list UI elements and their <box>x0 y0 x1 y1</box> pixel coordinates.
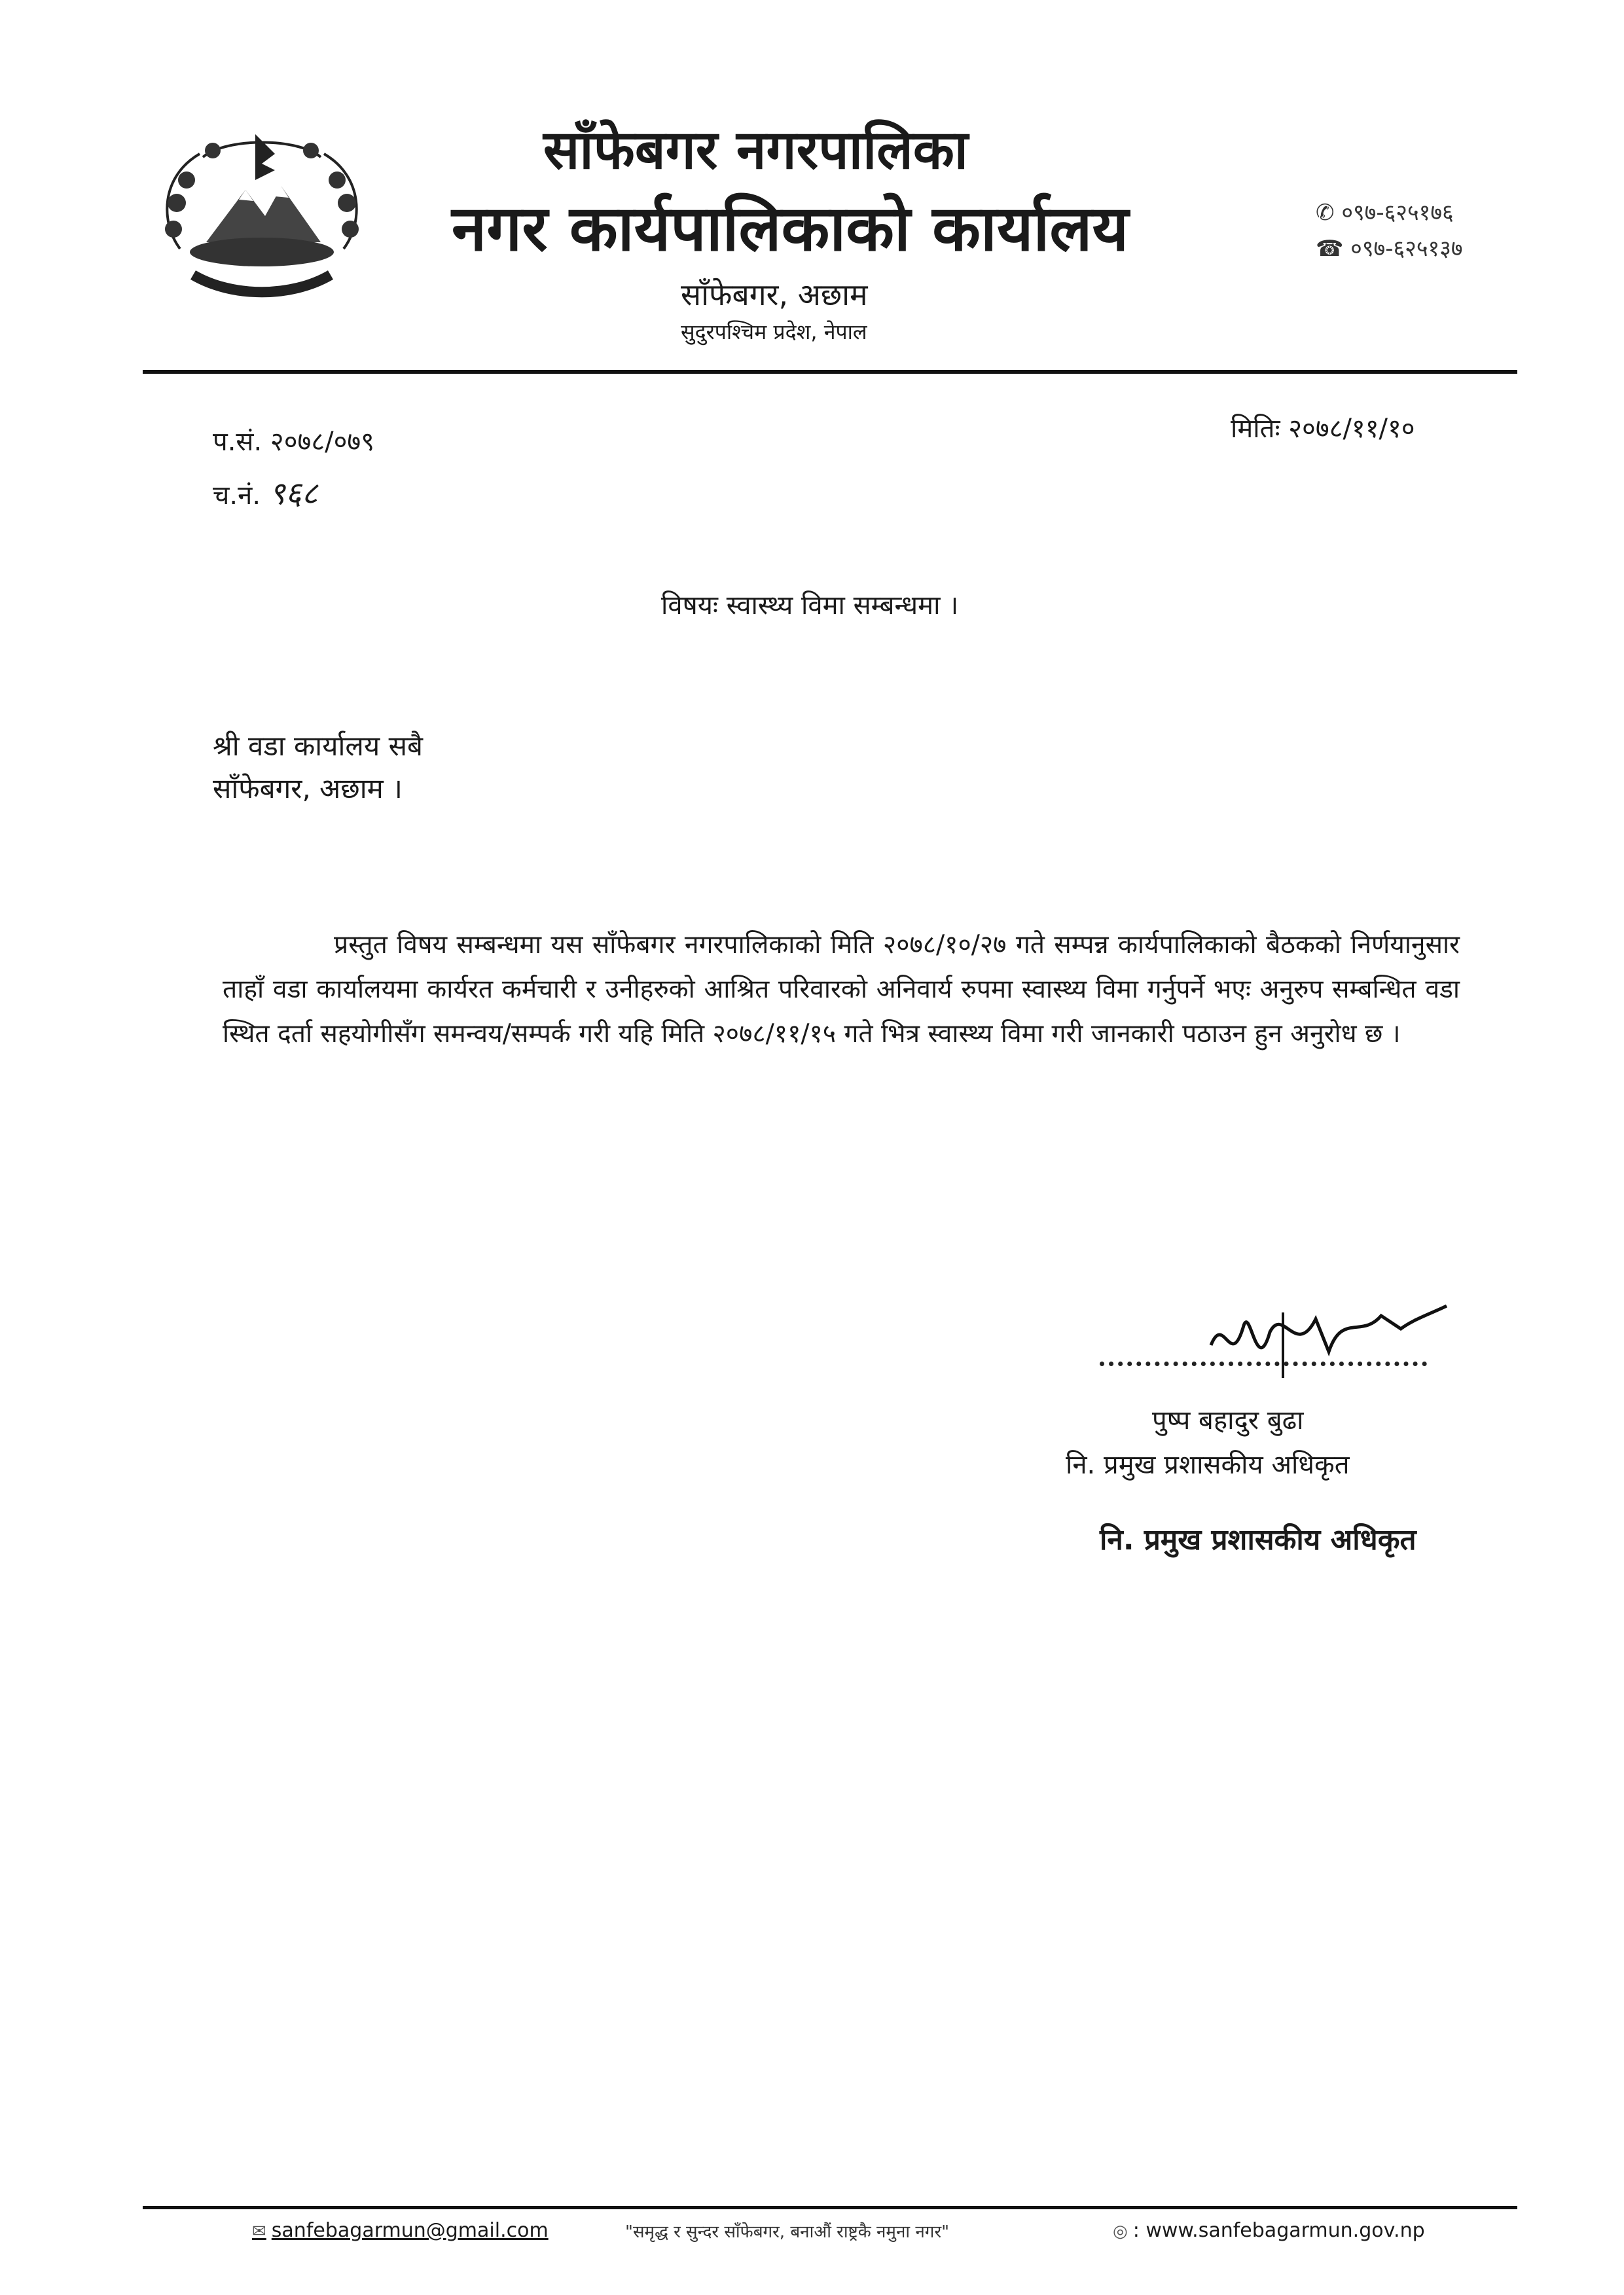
dispatch-number: च.नं. ९६८ <box>213 475 318 512</box>
footer-divider <box>143 2206 1517 2209</box>
letter-subject: विषयः स्वास्थ्य विमा सम्बन्धमा । <box>661 590 959 621</box>
footer-email: ✉ sanfebagarmun@gmail.com <box>252 2219 549 2242</box>
reference-number: प.सं. २०७८/०७९ <box>213 427 374 457</box>
header-divider <box>143 370 1517 374</box>
office-location: साँफेबगर, अछाम <box>681 277 868 312</box>
fax-icon: ☎ <box>1316 236 1344 262</box>
letter-date: मितिः २०७८/११/१० <box>1231 414 1415 444</box>
phone-icon: ✆ <box>1316 200 1335 226</box>
signatory-name: पुष्प बहादुर बुढा <box>1152 1405 1304 1436</box>
municipality-name: साँफेबगर नगरपालिका <box>543 119 969 181</box>
office-province: सुदुरपश्चिम प्रदेश, नेपाल <box>681 319 867 344</box>
globe-icon: ◎ <box>1113 2222 1128 2241</box>
designation-stamp: नि. प्रमुख प्रशासकीय अधिकृत <box>1100 1523 1416 1557</box>
signatory-title: नि. प्रमुख प्रशासकीय अधिकृत <box>1066 1450 1350 1480</box>
phone-number-2: ☎ ०९७-६२५१३७ <box>1316 236 1463 262</box>
phone-number-1: ✆ ०९७-६२५१७६ <box>1316 200 1454 226</box>
signature-line <box>1100 1362 1427 1366</box>
footer-website: ◎ : www.sanfebagarmun.gov.np <box>1113 2219 1425 2242</box>
handwritten-signature <box>1204 1299 1453 1391</box>
letter-body: प्रस्तुत विषय सम्बन्धमा यस साँफेबगर नगरपालिकाको मिति २०७८/१०/२७ गते सम्पन्न कार्यपालिकाको बैठकको निर्णयानुसार ताहाँ वडा कार्यालयमा कार्यरत कर्मचारी र उनीहरुको आश्रित परिवारको अनिवार्य रुपमा स्वास्थ्य विमा गर्नुपर्ने भएः अनुरुप सम्बन्धित वडा स्थित दर्ता सहयोगीसँग समन्वय/सम्पर्क गरी यहि मिति २०७८/११/१५ गते भित्र स्वास्थ्य विमा गरी जानकारी पठाउन हुन अनुरोध छ । <box>223 930 1460 1049</box>
office-name: नगर कार्यपालिकाको कार्यालय <box>452 192 1129 265</box>
recipient-line-1: श्री वडा कार्यालय सबै <box>213 730 423 762</box>
footer-motto: "समृद्ध र सुन्दर साँफेबगर, बनाऔं राष्ट्रकै नमुना नगर" <box>625 2222 950 2242</box>
nepal-emblem-logo <box>141 118 383 327</box>
recipient-line-2: साँफेबगर, अछाम । <box>213 772 403 804</box>
email-icon: ✉ <box>252 2222 266 2241</box>
